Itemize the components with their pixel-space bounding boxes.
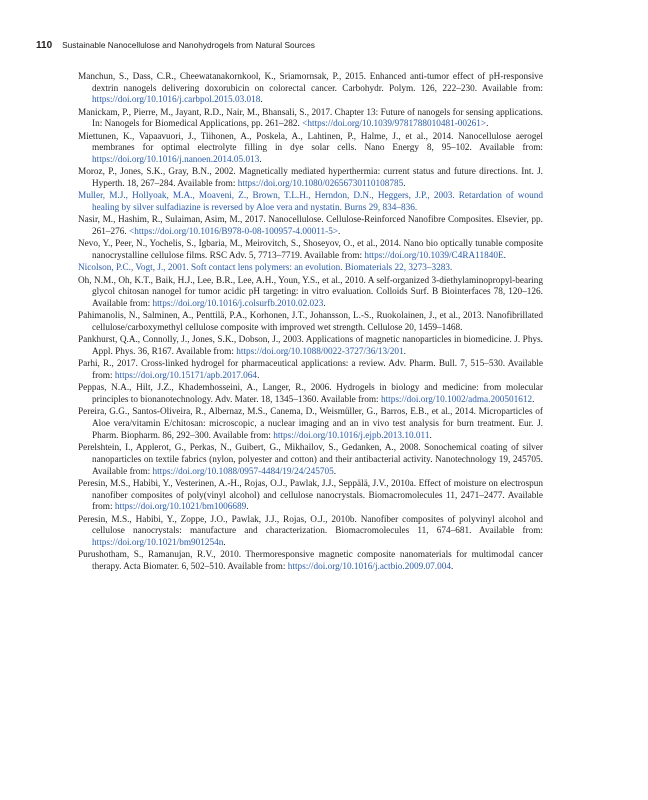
reference-text: Miettunen, K., Vapaavuori, J., Tiihonen, A., Poskela, A., Lahtinen, P., Halme, J., et al., 2014. Nanocellulose aerogel membranes for optimal electrolyte filling in dye solar cells. Nano Energy 8, 95–102. Available from: [78,131,543,154]
doi-link[interactable]: https://doi.org/10.1088/0022-3727/36/13/201 [236,347,404,358]
reference-entry [78,311,543,334]
reference-tail: . [403,347,406,358]
reference-text: Peresin, M.S., Habibi, Y., Zoppe, J.O., Pawlak, J.J., Rojas, O.J., 2010b. Nanofiber composites of polyvinyl alcohol and cellulose nanocrystals: manufacture and characterization. Biomacromolecules 11, 674–681. Available from: [78,514,543,537]
reference-text: Perelshtein, I., Applerot, G., Perkas, N., Guibert, G., Mikhailov, S., Gedanken, A., 2008. Sonochemical coating of silver nanoparticles on textile fabrics (nylon, polyester and cotton) and their antibacterial activity. Nanotechnology 19, 245705. Available from: [78,443,543,477]
doi-link[interactable]: https://doi.org/10.1016/j.nanoen.2014.05.013 [92,155,260,166]
reference-entry [78,479,543,514]
doi-link[interactable]: https://doi.org/10.1021/bm901254n [92,537,224,548]
reference-tail: . [503,251,506,262]
reference-entry [78,383,543,406]
doi-link[interactable]: https://doi.org/10.1016/j.ejpb.2013.10.011 [273,430,430,441]
reference-entry-linked[interactable] [78,191,543,214]
reference-text: Moroz, P., Jones, S.K., Gray, B.N., 2002. Magnetically mediated hyperthermia: current status and future directions. Int. J. Hyperth. 18, 267–284. Available from: [78,167,543,190]
reference-tail: . [223,537,226,548]
doi-link[interactable]: https://doi.org/10.1088/0957-4484/19/24/245705 [152,466,334,477]
doi-link[interactable]: https://doi.org/10.1039/C4RA11840E [364,251,504,262]
reference-tail: . [323,299,326,310]
reference-entry [78,550,543,573]
doi-link[interactable]: <https://doi.org/10.1016/B978-0-08-100957-4.00011-5> [129,227,339,238]
reference-text: Manickam, P., Pierre, M., Jayant, R.D., Nair, M., Bhansali, S., 2017. Chapter 13: Future of nanogels for sensing applications. In: Nanogels for Biomedical Applications, pp. 261–282. [78,107,543,130]
doi-link[interactable]: https://doi.org/10.1021/bm1006689 [114,502,247,513]
doi-link[interactable]: https://doi.org/10.1016/j.actbio.2009.07.004 [287,561,451,572]
reference-entry [78,132,543,167]
reference-tail: . [486,119,489,130]
reference-entry [78,515,543,550]
reference-tail: . [532,395,535,406]
running-header [36,40,608,51]
running-title: Sustainable Nanocellulose and Nanohydrogels from Natural Sources [62,40,315,50]
reference-text: Pahimanolis, N., Salminen, A., Penttilä, P.A., Korhonen, J.T., Johansson, L.-S., Ruokolainen, J., et al., 2013. Nanofibrillated cellulose/carboxymethyl cellulose composite with improved wet strength. Cellulose 20, 1459–1468. [78,311,543,334]
reference-tail: . [260,95,263,106]
reference-tail: . [257,371,260,382]
reference-entry-linked[interactable] [78,263,543,275]
reference-text: Purushotham, S., Ramanujan, R.V., 2010. Thermoresponsive magnetic composite nanomaterials for multimodal cancer therapy. Acta Biomater. 6, 502–510. Available from: [78,550,543,572]
doi-link[interactable]: https://doi.org/10.1016/j.colsurfb.2010.02.023 [152,299,324,310]
page-number: 110 [36,40,53,51]
doi-link[interactable]: https://doi.org/10.1080/02656730110108785 [237,179,404,190]
reference-entry [78,359,543,382]
reference-text: Oh, N.M., Oh, K.T., Baik, H.J., Lee, B.R., Lee, A.H., Youn, Y.S., et al., 2010. A self-organized 3-diethylaminopropyl-bearing glycol chitosan nanogel for tumor acidic pH targeting: in vitro evaluation. Colloids Surf. B Biointerfaces 78, 120–126. Available from: [78,275,543,310]
reference-text: Parhi, R., 2017. Cross-linked hydrogel for pharmaceutical applications: a review. Adv. Pharm. Bull. 7, 515–530. Available from: [78,359,543,382]
doi-link[interactable]: https://doi.org/10.1016/j.carbpol.2015.03.018 [92,95,261,106]
reference-entry [78,108,543,131]
reference-text: Pereira, G.G., Santos-Oliveira, R., Albernaz, M.S., Canema, D., Weismüller, G., Barros, E.B., et al., 2014. Microparticles of Aloe vera/vitamin E/chitosan: microscopic, a nuclear imaging and an in vivo test analysis for burn treatment. Eur. J. Pharm. Biopharm. 86, 292–300. Available from: [78,407,543,441]
reference-tail: . [259,155,262,166]
reference-tail: . [451,561,454,572]
doi-link[interactable]: https://doi.org/10.1002/adma.200501612 [380,395,533,406]
reference-list [78,72,543,574]
reference-text: Peresin, M.S., Habibi, Y., Vesterinen, A.-H., Rojas, O.J., Pawlak, J.J., Seppälä, J.V., 2010a. Effect of moisture on electrospun nanofiber composites of poly(vinyl alcohol) and cellulose nanocrystals. Biomacromolecules 11, 2471–2477. Available from: [78,478,543,513]
reference-tail: . [429,430,432,441]
doi-link[interactable]: https://doi.org/10.15171/apb.2017.064 [114,371,258,382]
reference-tail: . [246,502,249,513]
reference-entry [78,335,543,358]
reference-entry [78,215,543,238]
reference-text: Nicolson, P.C., Vogt, J., 2001. Soft contact lens polymers: an evolution. Biomaterials 22, 3273–3283. [78,263,453,274]
reference-entry [78,72,543,107]
reference-tail: . [338,227,341,238]
reference-entry [78,239,543,262]
reference-text: Manchun, S., Dass, C.R., Cheewatanakornkool, K., Sriamornsak, P., 2015. Enhanced anti-tumor effect of pH-responsive dextrin nanogels delivering doxorubicin on colorectal cancer. Carbohydr. Polym. 126, 222–230. Available from: [78,72,543,94]
reference-text: Nevo, Y., Peer, N., Yochelis, S., Igbaria, M., Meirovitch, S., Shoseyov, O., et al., 2014. Nano bio optically tunable composite nanocrystalline cellulose films. RSC Adv. 5, 7713–7719. Available from: [78,239,543,262]
reference-tail: . [403,179,406,190]
reference-entry [78,167,543,190]
reference-entry [78,443,543,478]
doi-link[interactable]: <https://doi.org/10.1039/9781788010481-00261> [302,119,487,130]
reference-text: Nasir, M., Hashim, R., Sulaiman, Asim, M., 2017. Nanocellulose. Cellulose-Reinforced Nanofibre Composites. Elsevier, pp. 261–276. [78,215,543,238]
reference-entry [78,407,543,442]
reference-tail: . [333,466,337,477]
reference-text: Muller, M.J., Hollyoak, M.A., Moaveni, Z., Brown, T.L.H., Herndon, D.N., Heggers, J.P., 2003. Retardation of wound healing by silver sulfadiazine is reversed by Aloe vera and nystatin. Burns 29, 834–836. [78,191,543,214]
reference-text: Peppas, N.A., Hilt, J.Z., Khademhosseini, A., Langer, R., 2006. Hydrogels in biology and medicine: from molecular principles to bionanotechnology. Adv. Mater. 18, 1345–1360. Available from: [78,383,543,406]
reference-entry [78,276,543,311]
reference-text: Pankhurst, Q.A., Connolly, J., Jones, S.K., Dobson, J., 2003. Applications of magnetic nanoparticles in biomedicine. J. Phys. Appl. Phys. 36, R167. Available from: [78,335,543,358]
